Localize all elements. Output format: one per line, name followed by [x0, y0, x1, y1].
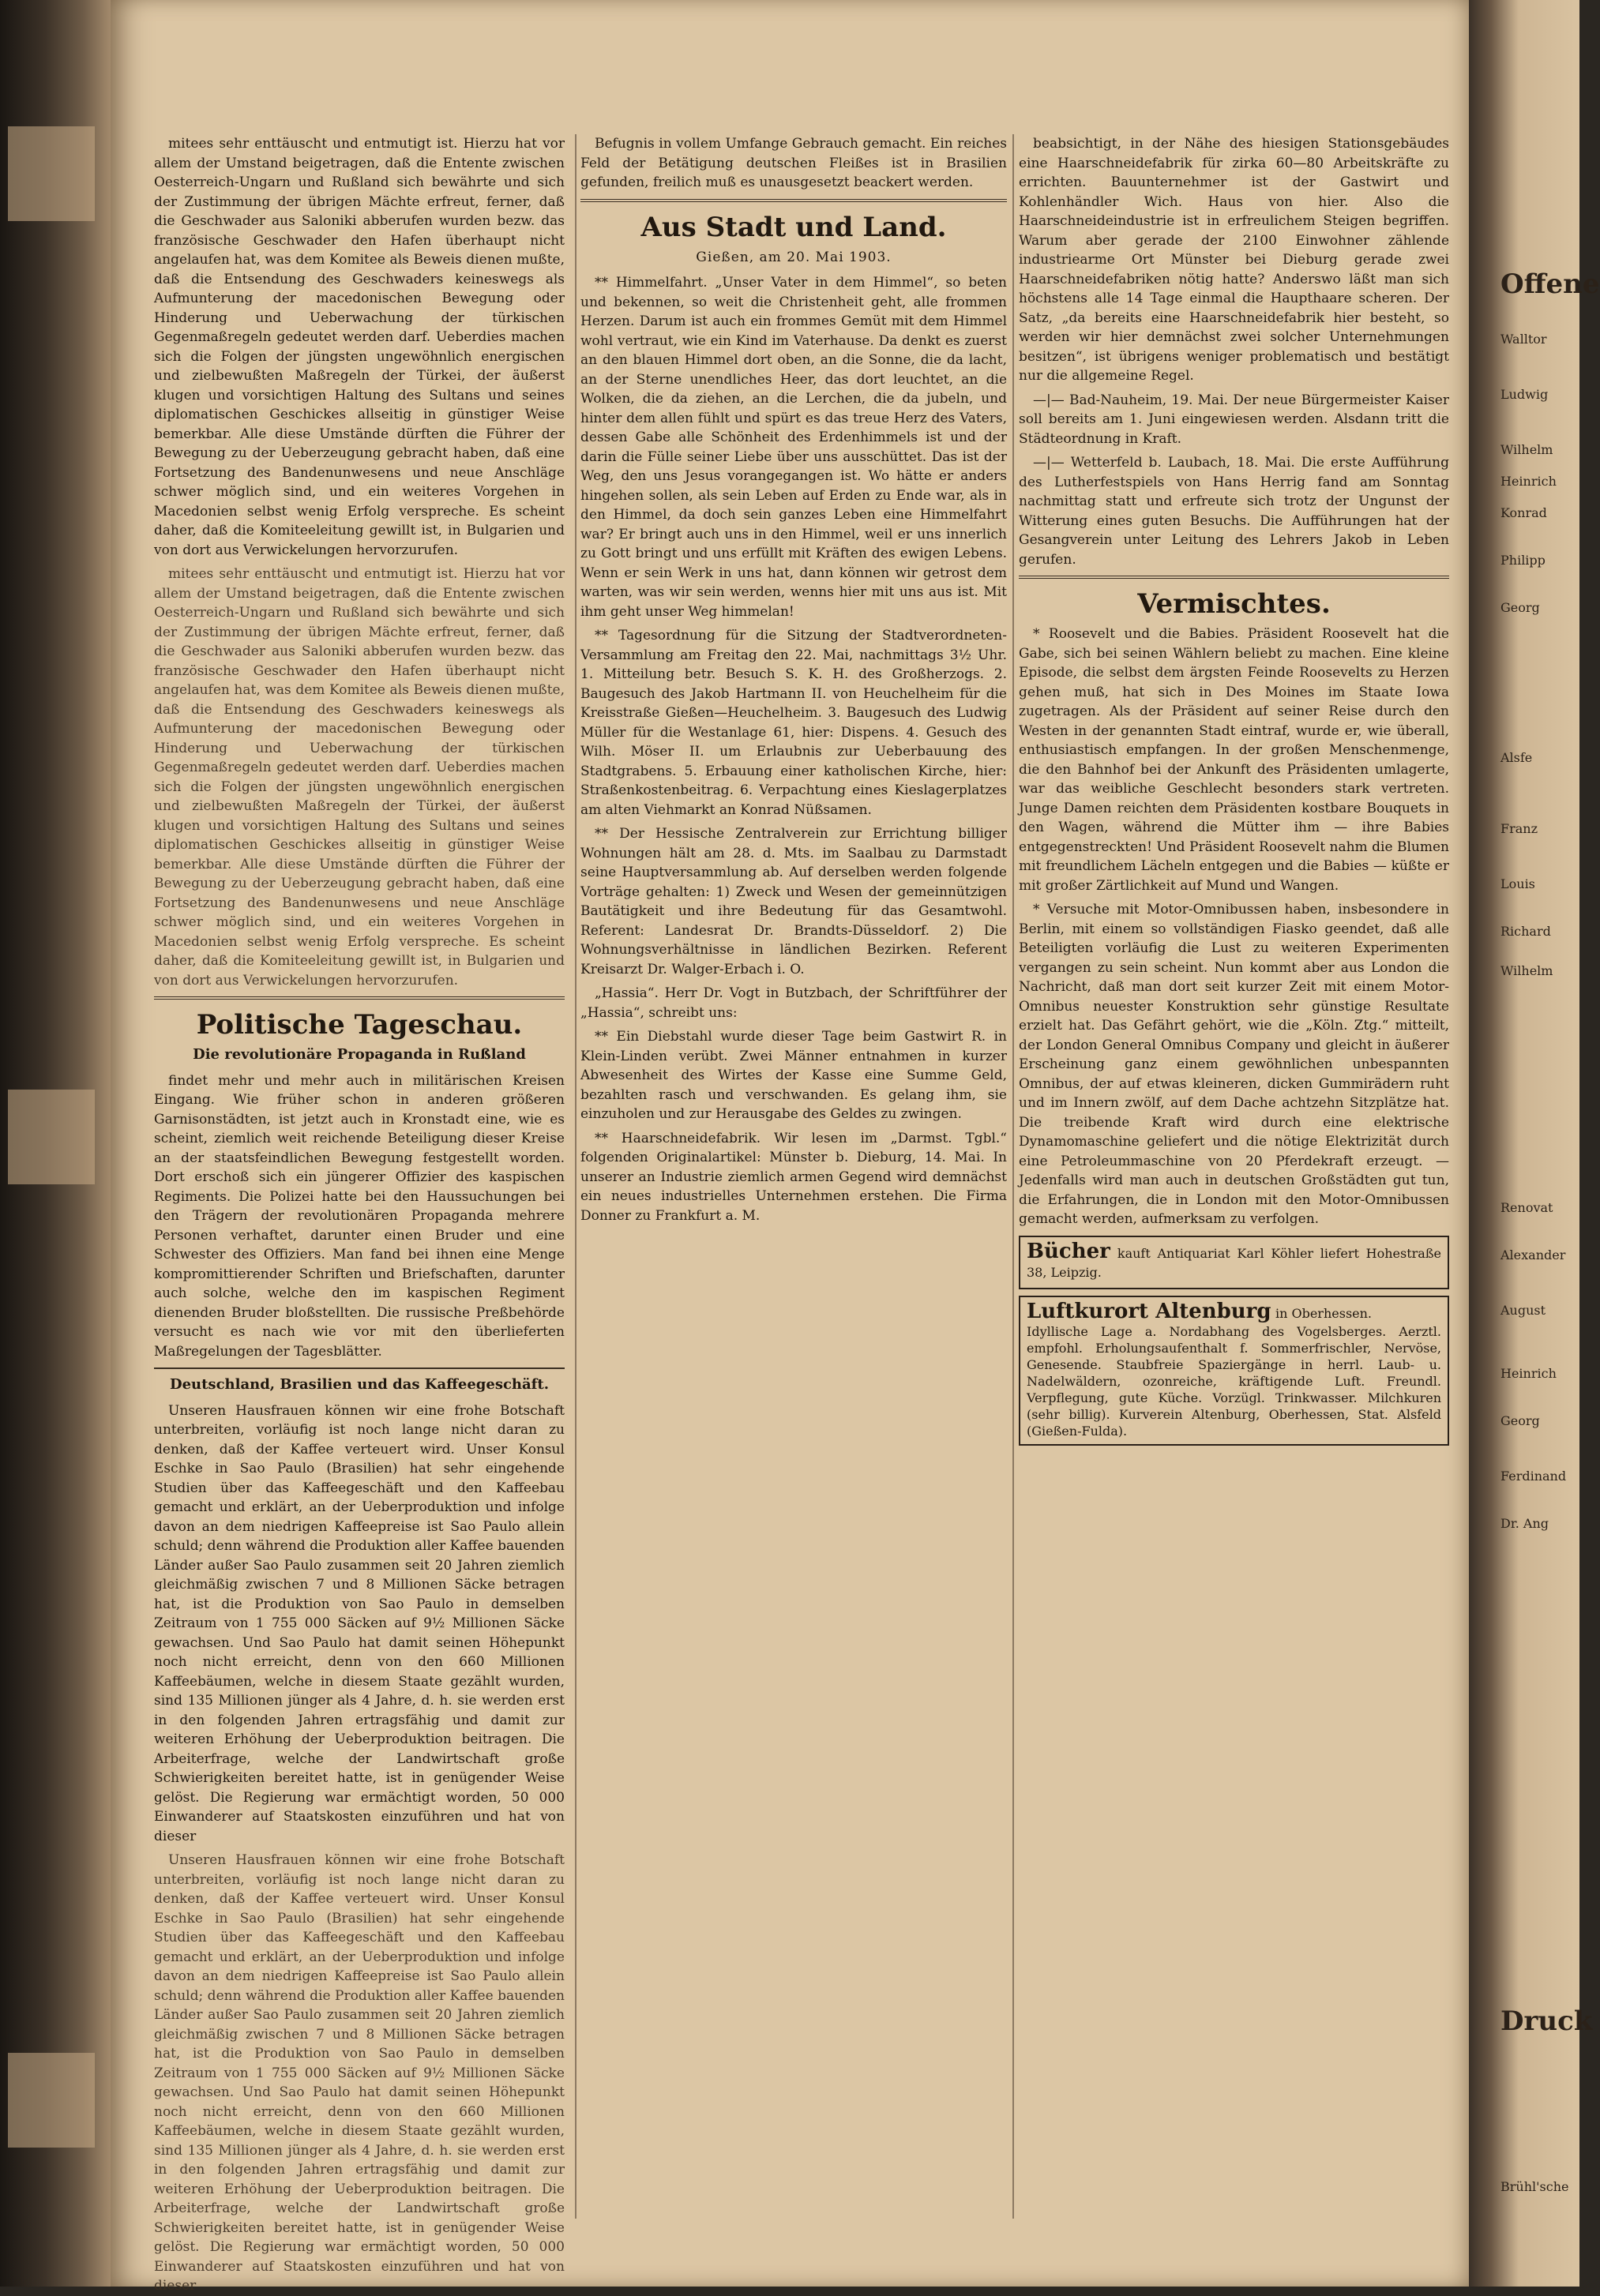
- ad-headline: Bücher: [1027, 1239, 1110, 1263]
- adjacent-page-fragment: Renovat: [1500, 1200, 1553, 1215]
- omnibus-article: * Versuche mit Motor-Omnibussen haben, insbesondere in Berlin, mit einem so vollständigen Fiasko geendet, daß alle Beteiligten vorläufig die Lust zu weiteren Experimenten vergangen zu sein scheint. Nun kommt aber aus London die Nachricht, daß man dort seit kurzer Zeit mit einem Motor-Omnibus neuester Konstruktion sehr günstige Resultate erzielt hat. Das Gefährt gehört, wie die „Köln. Ztg.“ mitteilt, der London General Omnibus Company und gleicht in äußerer Erscheinung ganz einem gewöhnlichen unbespannten Omnibus, der auf etwas kleineren, dicken Gummirädern ruht und im Innern zwölf, auf dem Dache achtzehn Sitzplätze hat. Die treibende Kraft wird durch eine elektrische Dynamomaschine geliefert und die nötige Elektrizität durch eine Petroleummaschine von 20 Pferdekraft erzeugt. — Jedenfalls wird man auch in deutschen Großstädten gut tun, die Erfahrungen, die in London mit den Motor-Omnibussen gemacht werden, aufmerksam zu verfolgen.: [1019, 902, 1449, 1227]
- haarschneidefabrik-article: ** Haarschneidefabrik. Wir lesen im „Darmst. Tgbl.“ folgenden Originalartikel: Münster b. Dieburg, 14. Mai. In unserer an Industrie ziemlich armen Gegend wird demnächst ein neues industrielles Unternehmen erstehen. Die Firma Donner zu Frankfurt a. M.: [580, 1130, 1007, 1224]
- section-divider: [154, 996, 565, 1000]
- column-1: [154, 134, 565, 2294]
- ad-text: kauft Antiquariat Karl Köhler liefert Hohestraße 38, Leipzig.: [1027, 1245, 1442, 1280]
- advertisement-altenburg: [1019, 1296, 1449, 1446]
- macedonia-article-continued: mitees sehr enttäuscht und entmutigt ist. Hierzu hat vor allem der Umstand beigetragen, daß die Entente zwischen Oesterreich-Ungarn und Rußland sich bewährte und sich der Zustimmung der übrigen Mächte erfreut, ferner, daß die Geschwader aus Saloniki abberufen wurden bezw. das französische Geschwader den Hafen überhaupt nicht angelaufen hat, was dem Komitee als Beweis dienen mußte, daß die Entsendung des Geschwaders keineswegs als Aufmunterung der macedonischen Bewegung oder Hinderung und Ueberwachung der türkischen Gegenmaßregeln gedeutet werden darf. Ueberdies machen sich die Folgen der jüngsten ungewöhnlich energischen und zielbewußten Maßregeln der Türkei, der äußerst klugen und vorsichtigen Haltung des Sultans und seines diplomatischen Geschickes allseitig in günstiger Weise bemerkbar. Alle diese Umstände dürften die Führer der Bewegung zu der Ueberzeugung gebracht haben, daß eine Fortsetzung des Bandenunwesens und neue Anschläge schwer möglich sind, und ein weiteres Vorgehen in Macedonien selbst wenig Erfolg verspreche. Es scheint daher, daß die Komiteeleitung gewillt ist, in Bulgarien und von dort aus Verwickelungen hervorzurufen.: [154, 566, 565, 989]
- column-rule: [575, 134, 577, 2219]
- coffee-article-continued: Unseren Hausfrauen können wir eine frohe Botschaft unterbreiten, vorläufig ist noch lange nicht daran zu denken, daß der Kaffee verteuert wird. Unser Konsul Eschke in Sao Paulo (Brasilien) hat sehr eingehende Studien über das Kaffeegeschäft und den Kaffeebau gemacht und erklärt, an der Ueberproduktion und infolge davon an dem niedrigen Kaffeepreise ist Sao Paulo allein schuld; denn während die Produktion aller Kaffee bauenden Länder außer Sao Paulo zusammen seit 20 Jahren ziemlich gleichmäßig zwischen 7 und 8 Millionen Säcke betragen hat, ist die Produktion von Sao Paulo in demselben Zeitraum von 1 755 000 Säcken auf 9½ Millionen Säcke gewachsen. Und Sao Paulo hat damit seinen Höhepunkt noch nicht erreicht, denn von den 660 Millionen Kaffeebäumen, welche in diesem Staate gezählt wurden, sind 135 Millionen jünger als 4 Jahre, d. h. sie werden erst in den folgenden Jahren ertragsfähig und damit zur weiteren Erhöhung der Ueberproduktion beitragen. Die Arbeiterfrage, welche der Landwirtschaft große Schwierigkeiten bereitet hatte, ist in genügender Weise gelöst. Die Regierung war ermächtigt worden, 50 000 Einwanderer auf Staatskosten einzuführen und hat von dieser: [154, 1852, 565, 2294]
- dateline: Gießen, am 20. Mai 1903.: [696, 249, 892, 265]
- adjacent-page-fragment: Alsfe: [1500, 750, 1533, 765]
- divider: [154, 1367, 565, 1369]
- section-divider: [580, 199, 1007, 202]
- adjacent-page-fragment: Offene: [1500, 268, 1600, 300]
- adjacent-page-fragment: Georg: [1500, 1413, 1540, 1428]
- section-divider: [1019, 576, 1449, 579]
- binding-strap: [8, 1090, 95, 1184]
- adjacent-page-fragment: Dr. Ang: [1500, 1516, 1549, 1531]
- adjacent-page-fragment: Franz: [1500, 821, 1538, 836]
- adjacent-page-fragment: Heinrich: [1500, 1366, 1557, 1381]
- coffee-article: Unseren Hausfrauen können wir eine frohe Botschaft unterbreiten, vorläufig ist noch lange nicht daran zu denken, daß der Kaffee verteuert wird. Unser Konsul Eschke in Sao Paulo (Brasilien) hat sehr eingehende Studien über das Kaffeegeschäft und den Kaffeebau gemacht und erklärt, an der Ueberproduktion und infolge davon an dem niedrigen Kaffeepreise ist Sao Paulo allein schuld; denn während die Produktion aller Kaffee bauenden Länder außer Sao Paulo zusammen seit 20 Jahren ziemlich gleichmäßig zwischen 7 und 8 Millionen Säcke betragen hat, ist die Produktion von Sao Paulo in demselben Zeitraum von 1 755 000 Säcken auf 9½ Millionen Säcke gewachsen. Und Sao Paulo hat damit seinen Höhepunkt noch nicht erreicht, denn von den 660 Millionen Kaffeebäumen, welche in diesem Staate gezählt wurden, sind 135 Millionen jünger als 4 Jahre, d. h. sie werden erst in den folgenden Jahren ertragsfähig und damit zur weiteren Erhöhung der Ueberproduktion beitragen. Die Arbeiterfrage, welche der Landwirtschaft große Schwierigkeiten bereitet hatte, ist in genügender Weise gelöst. Die Regierung war ermächtigt worden, 50 000 Einwanderer auf Staatskosten einzuführen und hat von dieser: [154, 1402, 565, 1844]
- column-2: [580, 134, 1007, 2219]
- section-title-vermischtes: Vermischtes.: [1137, 588, 1331, 620]
- adjacent-page-fragment: Brühl'sche: [1500, 2179, 1569, 2194]
- advertisement-buecher: [1019, 1236, 1449, 1289]
- adjacent-page-fragment: Druck: [1500, 2005, 1593, 2037]
- adjacent-page-fragment: Heinrich: [1500, 474, 1557, 489]
- ad-headline: Luftkurort Altenburg: [1027, 1299, 1271, 1323]
- book-binding: [0, 0, 111, 2287]
- subheading-coffee: Deutschland, Brasilien und das Kaffeegeschäft.: [169, 1376, 550, 1393]
- russia-article: findet mehr und mehr auch in militärischen Kreisen Eingang. Wie früher schon in anderen größeren Garnisonstädten, ist jetzt auch in Kronstadt eine, wie es scheint, ziemlich weit reichende Beteiligung dieser Kreise an der staatsfeindlichen Bewegung festgestellt worden. Dort erschoß sich ein jüngerer Offizier des kaspischen Regiments. Die Polizei hatte bei den Haussuchungen bei den Trägern der revolutionären Propaganda mehrere Personen verhaftet, darunter einen Bruder und eine Schwester des Offiziers. Man fand bei ihnen eine Menge kompromittierender Schriften und Briefschaften, darunter auch solche, welche den im kaspischen Regiment dienenden Bruder bloßstellten. Die russische Preßbehörde versucht es nach wie vor mit den überlieferten Maßregelungen der Tagesblätter.: [154, 1072, 565, 1360]
- haarschneidefabrik-article-end: beabsichtigt, in der Nähe des hiesigen Stationsgebäudes eine Haarschneidefabrik für zirka 60—80 Arbeitskräfte zu errichten. Bauunternehmer ist der Gastwirt und Kohlenhändler Wich. Haus von hier. Also die Haarschneideindustrie ist in erfreulichem Steigen begriffen. Warum aber gerade der 2100 Einwohner zählende industriearme Ort Münster bei Dieburg gerade zwei Haarschneidefabriken nötig hatte? Anderswo läßt man sich höchstens alle 14 Tage einmal die Haupthaare scheren. Der Satz, „da bereits eine Haarschneidefabrik hier besteht, so werden wir hier demnächst zwei solcher Unternehmungen besitzen“, ist übrigens weniger problematisch und bestätigt nur die allgemeine Regel.: [1019, 136, 1449, 384]
- diebstahl-article: ** Ein Diebstahl wurde dieser Tage beim Gastwirt R. in Klein-Linden verübt. Zwei Männer entnahmen in kurzer Abwesenheit des Wirtes der Kasse eine Summe Geld, bezahlten rasch und verschwanden. Es gelang ihm, sie einzuholen und zur Herausgabe des Geldes zu zwingen.: [580, 1029, 1007, 1122]
- adjacent-page-edge: [1469, 0, 1600, 2287]
- ad-place: in Oberhessen.: [1275, 1305, 1373, 1321]
- roosevelt-article: * Roosevelt und die Babies. Präsident Roosevelt hat die Gabe, sich bei seinen Wählern beliebt zu machen. Eine kleine Episode, die selbst dem ärgsten Feinde Roosevelts zu Herzen gehen muß, hat sich in Des Moines im Staate Iowa zugetragen. Als der Präsident auf seiner Reise durch den Westen in der genannten Stadt eintraf, wurde er, wie überall, enthusiastisch empfangen. In der großen Menschenmenge, die den Bahnhof bei der Ankunft des Präsidenten umlagerte, war das weibliche Geschlecht besonders stark vertreten. Junge Damen reichten dem Präsidenten kostbare Bouquets in den Wagen, während die Mütter ihm — ihre Babies entgegenstreckten! Und Präsident Roosevelt nahm die Blumen mit freundlichem Lächeln entgegen und die Babies — küßte er mit großer Zärtlichkeit auf Mund und Wangen.: [1019, 626, 1449, 894]
- wetterfeld-article: —|— Wetterfeld b. Laubach, 18. Mai. Die erste Aufführung des Lutherfestspiels von Hans Herrig fand am Sonntag nachmittag statt und erfreute sich trotz der Ungunst der Witterung eines guten Besuchs. Die Aufführungen hat der Gesangverein unter Leitung des Lehrers Jakob in Leben gerufen.: [1019, 455, 1449, 568]
- section-title-aus-stadt-und-land: Aus Stadt und Land.: [640, 211, 947, 243]
- bad-nauheim-article: —|— Bad-Nauheim, 19. Mai. Der neue Bürgermeister Kaiser soll bereits am 1. Juni eingewiesen werden. Alsdann tritt die Städteordnung in Kraft.: [1019, 392, 1449, 447]
- adjacent-page-fragment: Alexander: [1500, 1247, 1566, 1262]
- himmelfahrt-article: ** Himmelfahrt. „Unser Vater in dem Himmel“, so beten und bekennen, so weit die Christenheit geht, alle frommen Herzen. Darum ist auch ein frommes Gemüt mit dem Himmel wohl vertraut, wie ein Kind im Vaterhause. Da denkt es zuerst an den blauen Himmel dort oben, an die Sonne, die da lacht, an der Sterne unendliches Heer, das dort leuchtet, an die Wolken, die da ziehen, an die Lerchen, die da jubeln, und hinter dem allen fühlt und spürt es das treue Herz des Vaters, dessen Gabe alle Schönheit des Erdenhimmels ist und der darin die Fülle seiner Liebe über uns ausschüttet. Das ist der Weg, den uns Jesus vorangegangen ist. Wo hätte er anders hingehen sollen, als sein Leben auf Erden zu Ende war, als in den Himmel, da doch sein ganzes Leben eine Himmelfahrt war? Er bringt auch uns in den Himmel, weil er uns innerlich zu Gott bringt und uns erfüllt mit Kräften des ewigen Lebens. Wenn er sein Werk in uns hat, dann können wir getrost dem warten, was wir sein werden, wenns hier mit uns aus ist. Mit ihm geht unser Weg himmelan!: [580, 275, 1007, 620]
- column-3: [1019, 134, 1449, 2219]
- adjacent-page-fragment: August: [1500, 1303, 1546, 1318]
- adjacent-page-fragment: Ferdinand: [1500, 1469, 1567, 1484]
- section-title-politische-tageschau: Politische Tageschau.: [196, 1009, 523, 1041]
- macedonia-article: mitees sehr enttäuscht und entmutigt ist. Hierzu hat vor allem der Umstand beigetragen, daß die Entente zwischen Oesterreich-Ungarn und Rußland sich bewährte und sich der Zustimmung der übrigen Mächte erfreut, ferner, daß die Geschwader aus Saloniki abberufen wurden bezw. das französische Geschwader den Hafen überhaupt nicht angelaufen hat, was dem Komitee als Beweis dienen mußte, daß die Entsendung des Geschwaders keineswegs als Aufmunterung der macedonischen Bewegung oder Hinderung und Ueberwachung der türkischen Gegenmaßregeln gedeutet werden darf. Ueberdies machen sich die Folgen der jüngsten ungewöhnlich energischen und zielbewußten Maßregeln der Türkei, der äußerst klugen und vorsichtigen Haltung des Sultans und seines diplomatischen Geschickes allseitig in günstiger Weise bemerkbar. Alle diese Umstände dürften die Führer der Bewegung zu der Ueberzeugung gebracht haben, daß eine Fortsetzung des Bandenunwesens und neue Anschläge schwer möglich sind, und ein weiteres Vorgehen in Macedonien selbst wenig Erfolg verspreche. Es scheint daher, daß die Komiteeleitung gewillt ist, in Bulgarien und von dort aus Verwickelungen hervorzurufen.: [154, 136, 565, 558]
- adjacent-page-fragment: Ludwig: [1500, 387, 1549, 402]
- brazil-article-end: Befugnis in vollem Umfange Gebrauch gemacht. Ein reiches Feld der Betätigung deutschen Fleißes ist in Brasilien gefunden, freilich muß es unausgesetzt beackert werden.: [580, 136, 1007, 190]
- binding-strap: [8, 2053, 95, 2148]
- subheading-russia: Die revolutionäre Propaganda in Rußland: [193, 1046, 526, 1063]
- tagesordnung-article: ** Tagesordnung für die Sitzung der Stadtverordneten-Versammlung am Freitag den 22. Mai, nachmittags 3½ Uhr. 1. Mitteilung betr. Besuch S. K. H. des Großherzogs. 2. Baugesuch des Jakob Hartmann II. von Heuchelheim für die Kreisstraße Gießen—Heuchelheim. 3. Baugesuch des Ludwig Müller für die Westanlage 61, hier: Dispens. 4. Gesuch des Wilh. Möser II. um Erlaubnis zur Ueberbauung des Stadtgrabens. 5. Erbauung einer katholischen Kirche, hier: Straßenkostenbeitrag. 6. Verpachtung eines Kieslagerplatzes am alten Viehmarkt an Konrad Nüßsamen.: [580, 628, 1007, 818]
- column-rule: [1012, 134, 1014, 2219]
- adjacent-page-fragment: Louis: [1500, 876, 1535, 891]
- binding-strap: [8, 126, 95, 221]
- adjacent-page-fragment: Richard: [1500, 924, 1551, 939]
- adjacent-page-fragment: Georg: [1500, 600, 1540, 615]
- adjacent-page-fragment: Wilhelm: [1500, 963, 1553, 978]
- adjacent-page-fragment: Walltor: [1500, 332, 1547, 347]
- ad-text: Idyllische Lage a. Nordabhang des Vogelsberges. Aerztl. empfohl. Erholungsaufenthalt f. Sommerfrischler, Nervöse, Genesende. Staubfreie Spaziergänge in herrl. Laub- u. Nadelwäldern, ozonreiche, kräftigende Luft. Freundl. Verpflegung, gute Küche. Vorzügl. Trinkwasser. Milchkuren (sehr billig). Kurverein Altenburg, Oberhessen, Stat. Alsfeld (Gießen-Fulda).: [1027, 1324, 1441, 1439]
- adjacent-page-fragment: Philipp: [1500, 553, 1546, 568]
- adjacent-page-fragment: Wilhelm: [1500, 442, 1553, 457]
- adjacent-page-fragment: Konrad: [1500, 505, 1547, 520]
- zentralverein-article: ** Der Hessische Zentralverein zur Errichtung billiger Wohnungen hält am 28. d. Mts. im Saalbau zu Darmstadt seine Hauptversammlung ab. Auf derselben werden folgende Vorträge gehalten: 1) Zweck und Wesen der gemeinnützigen Bautätigkeit und ihre Bedeutung für das Gesamtwohl. Referent: Landesrat Dr. Brandts-Düsseldorf. 2) Die Wohnungsverhältnisse in ländlichen Bezirken. Referent Kreisarzt Dr. Walger-Erbach i. O.: [580, 826, 1007, 977]
- hassia-article: „Hassia“. Herr Dr. Vogt in Butzbach, der Schriftführer der „Hassia“, schreibt uns:: [580, 985, 1007, 1021]
